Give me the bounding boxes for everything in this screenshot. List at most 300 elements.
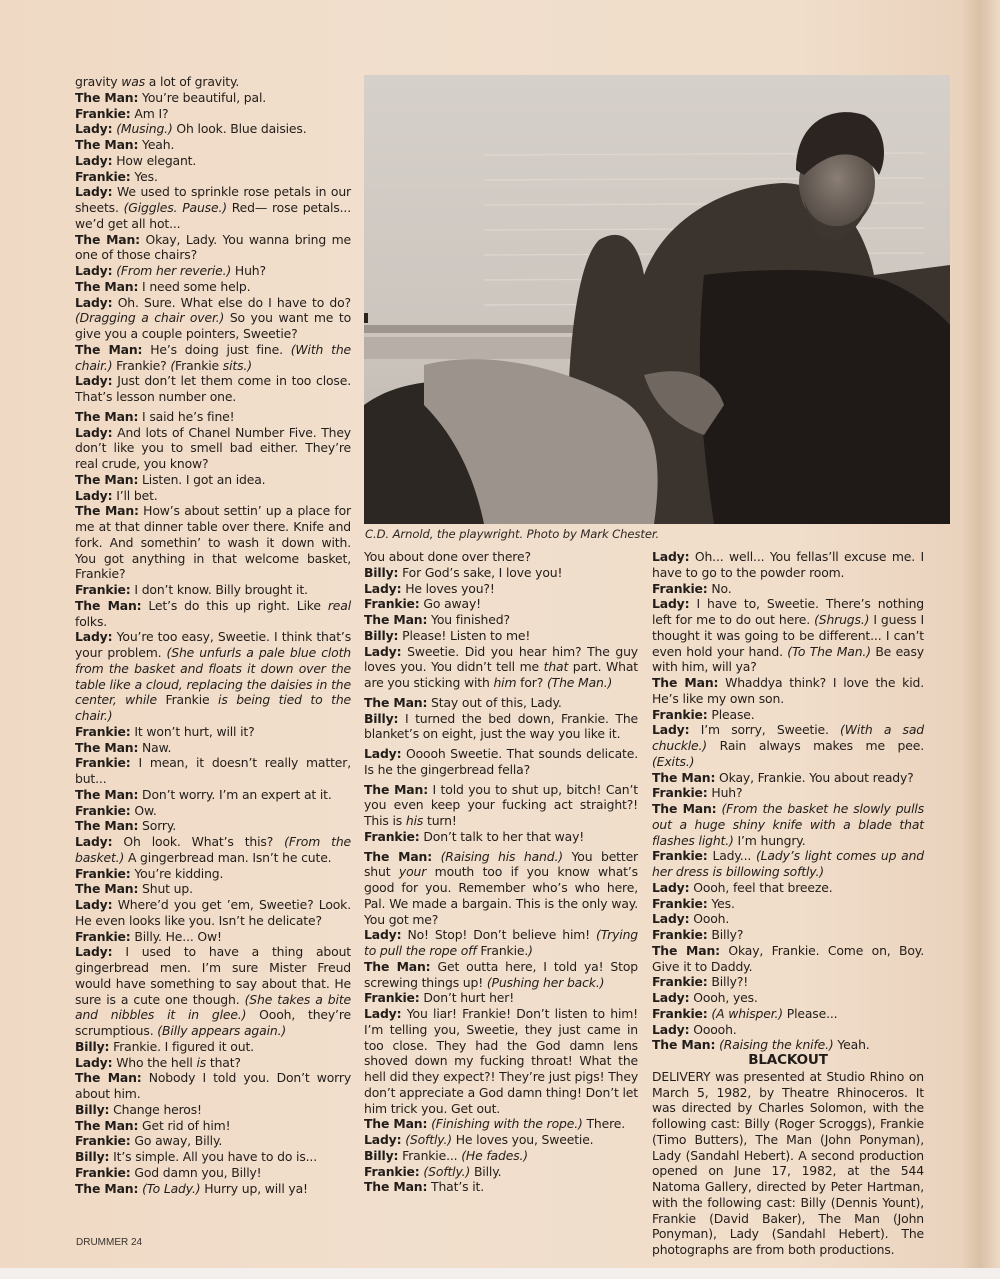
dialogue-line — [75, 90, 351, 106]
dialogue-line — [75, 755, 351, 787]
dialogue-line — [75, 74, 351, 90]
line-text: Yes. — [707, 895, 735, 911]
speaker-name: Frankie: — [364, 828, 420, 844]
stage-direction: (Softly.) — [405, 1132, 452, 1147]
dialogue-line — [652, 596, 924, 675]
line-text: I said he’s fine! — [138, 408, 235, 424]
line-text: Oh... well... You fellas’ll excuse me. I have to go to the powder room. — [652, 549, 924, 580]
dialogue-line — [75, 1133, 351, 1149]
speaker-name: Frankie: — [652, 785, 708, 801]
line-text: Red— rose petals... we’d get all hot... — [75, 200, 352, 231]
speaker-name: Billy: — [364, 1147, 399, 1163]
stage-direction: (The Man.) — [546, 675, 613, 690]
dialogue-line — [364, 711, 638, 743]
dialogue-line — [75, 582, 351, 598]
speaker-name: The Man: — [75, 231, 140, 247]
speaker-name: The Man: — [75, 137, 139, 152]
line-text: He loves you, Sweetie. — [451, 1132, 594, 1147]
dialogue-line — [364, 829, 638, 845]
speaker-name: Lady: — [75, 184, 113, 200]
line-text: I guess I thought it was going to be different... I can’t even hold your hand. — [652, 612, 924, 659]
stage-direction: (Finishing with the rope.) — [431, 1116, 583, 1132]
dialogue-line — [652, 770, 924, 786]
dialogue-line — [652, 943, 924, 975]
stage-direction: (Lady’s light comes up and her dress is billowing softly.) — [652, 848, 924, 879]
dialogue-line — [652, 1006, 924, 1022]
speaker-name: Frankie: — [364, 596, 420, 612]
speaker-name: Lady: — [75, 1054, 113, 1070]
script-column-right — [652, 549, 924, 1258]
speaker-name: Lady: — [652, 596, 690, 612]
dialogue-line — [652, 549, 924, 581]
dialogue-line — [75, 153, 351, 169]
line-text: Don’t hurt her! — [419, 990, 515, 1006]
stage-direction: (Billy appears again.) — [157, 1023, 287, 1038]
line-text: Okay, Lady. You wanna bring me one of those chairs? — [75, 231, 351, 263]
stage-direction: sits.) — [219, 357, 252, 373]
line-text: How elegant. — [112, 152, 197, 168]
line-text: I used to have a thing about gingerbread men. I’m sure Mister Freud would have something to say about that. He sure is a cute one though. — [75, 944, 351, 1007]
production-credits: DELIVERY was presented at Studio Rhino on March 5, 1982, by Theatre Rhinoceros. It was directed by Charles Solomon, with the following cast: Billy (Roger Scroggs), Frankie (Timo Butters), The Man (John Ponyman), Lady (Sandahl Hebert). A second production opened on June 17, 1982, at the 544 Natoma Gallery, directed by Peter Hartman, with the following cast: Billy (Dennis Yount), Frankie (David Baker), The Man (John Ponyman), Lady (Sandahl Hebert). The photographs are from both productions. — [652, 1068, 924, 1257]
line-text: And lots of Chanel Number Five. They don’t like you to smell bad either. They’re real crude, you know? — [75, 424, 351, 471]
stage-direction: him — [493, 675, 517, 690]
line-text: Ow. — [130, 802, 157, 818]
dialogue-line — [75, 295, 351, 342]
right-dialogue — [652, 549, 924, 1053]
stage-direction: (Exits.) — [652, 753, 695, 769]
stage-direction: real — [327, 597, 351, 613]
line-text: turn! — [423, 813, 457, 828]
speaker-name: The Man: — [364, 1179, 428, 1195]
line-text: Frankie. — [480, 943, 529, 958]
line-text: that? — [206, 1054, 241, 1070]
line-text: Billy? — [707, 927, 744, 942]
stage-direction: your — [398, 864, 427, 880]
stage-direction: (A whisper.) — [711, 1005, 783, 1021]
line-text: I don’t know. Billy brought it. — [130, 582, 308, 597]
stage-direction: ( — [170, 357, 176, 373]
dialogue-line — [364, 695, 638, 711]
stage-direction: that — [543, 659, 569, 675]
speaker-name: The Man: — [75, 341, 143, 357]
speaker-name: The Man: — [75, 739, 139, 755]
speaker-name: Frankie: — [652, 580, 708, 596]
line-text: Yes. — [130, 168, 158, 184]
dialogue-line — [75, 169, 351, 185]
blackout-heading: BLACKOUT — [748, 1052, 828, 1068]
line-text: Listen. I got an idea. — [138, 471, 266, 487]
speaker-name: Frankie: — [75, 928, 131, 944]
line-text: He loves you?! — [401, 580, 495, 596]
dialogue-line — [75, 881, 351, 897]
dialogue-line — [75, 787, 351, 803]
line-text: Ooooh. — [689, 1021, 737, 1037]
speaker-name: The Man: — [75, 278, 139, 294]
dialogue-line — [364, 746, 638, 778]
stage-direction: (To Lady.) — [142, 1180, 201, 1196]
dialogue-line — [652, 1037, 924, 1053]
dialogue-line — [364, 1116, 638, 1132]
speaker-name: Billy: — [364, 710, 399, 726]
line-text: You’re too easy, Sweetie. I think that’s your problem. — [75, 629, 351, 660]
speaker-name: Billy: — [364, 627, 399, 643]
speaker-name: Frankie: — [75, 755, 131, 771]
line-text: Be easy with him, will ya? — [652, 643, 924, 675]
dialogue-line — [364, 1164, 638, 1180]
line-text: I mean, it doesn’t really matter, but... — [75, 755, 351, 786]
line-text: No! Stop! Don’t believe him! — [401, 927, 597, 943]
dialogue-line — [75, 106, 351, 122]
speaker-name: Frankie: — [75, 582, 131, 597]
speaker-name: Lady: — [75, 487, 113, 503]
dialogue-line — [364, 565, 638, 581]
dialogue-line — [75, 944, 351, 1039]
line-text: Please... — [782, 1005, 838, 1021]
speaker-name: The Man: — [75, 503, 139, 519]
dialogue-line — [75, 1055, 351, 1071]
speaker-name: Lady: — [652, 879, 690, 895]
stage-direction: (She unfurls a pale blue cloth from the basket and floats it down over the table like a cloud, replacing the daisies in the center, while — [75, 645, 351, 708]
line-text: folks. — [75, 613, 108, 629]
line-text: Frankie... — [398, 1147, 462, 1163]
dialogue-line — [652, 785, 924, 801]
page-folio: DRUMMER 24 — [76, 1237, 143, 1248]
stage-direction: (Giggles. Pause.) — [123, 200, 227, 215]
line-text: Yeah. — [138, 137, 175, 152]
dialogue-line — [364, 644, 638, 691]
speaker-name: The Man: — [364, 781, 428, 797]
dialogue-line — [652, 801, 924, 848]
line-text: There. — [582, 1116, 626, 1132]
line-text: Oh. Sure. What else do I have to do? — [112, 294, 351, 310]
stage-direction: (Raising his hand.) — [440, 848, 563, 864]
line-text: Please. — [707, 706, 755, 722]
dialogue-line — [75, 425, 351, 472]
dialogue-line — [652, 911, 924, 927]
line-text: Hurry up, will ya! — [200, 1180, 308, 1196]
speaker-name: Lady: — [652, 1021, 690, 1037]
stage-direction: (From the basket.) — [75, 834, 351, 865]
line-text: Rain always makes me pee. — [707, 738, 924, 753]
stage-direction: (From her reverie.) — [116, 263, 232, 278]
line-text: Oh look. Blue daisies. — [172, 121, 307, 137]
script-column-middle — [364, 549, 638, 1195]
line-text: Where’d you get ’em, Sweetie? Look. He even looks like you. Isn’t he delicate? — [75, 897, 351, 928]
line-text: Ooooh Sweetie. That sounds delicate. Is he the gingerbread fella? — [364, 746, 638, 777]
stage-direction: is — [196, 1054, 207, 1070]
stage-direction: ) — [528, 943, 533, 958]
dialogue-line — [75, 834, 351, 866]
line-text: No. — [707, 580, 732, 596]
speaker-name: Frankie: — [652, 927, 708, 942]
line-text: Oooh, yes. — [689, 990, 758, 1005]
dialogue-line — [652, 722, 924, 769]
speaker-name: The Man: — [75, 786, 139, 802]
line-text: part. What are you sticking with — [364, 659, 638, 690]
speaker-name: The Man: — [364, 958, 431, 974]
speaker-name: The Man: — [75, 881, 139, 897]
line-text: Don’t talk to her that way! — [419, 828, 585, 844]
line-text: Stay out of this, Lady. — [427, 694, 562, 710]
line-text: How’s about settin’ up a place for me at that dinner table over there. Knife and fork. And somethin’ to wash it down with. You got anything in that welcome basket, Frankie? — [75, 503, 351, 582]
speaker-name: Lady: — [75, 834, 113, 849]
speaker-name: The Man: — [364, 1116, 428, 1132]
line-text: Okay, Frankie. Come on, Boy. Give it to Daddy. — [652, 942, 925, 974]
speaker-name: Frankie: — [75, 865, 131, 881]
line-text: Just don’t let them come in too close. That’s lesson number one. — [75, 373, 351, 404]
line-text: I need some help. — [138, 278, 251, 294]
dialogue-line — [75, 472, 351, 488]
speaker-name: The Man: — [75, 818, 139, 834]
dialogue-line — [364, 927, 638, 959]
line-text: Get rid of him! — [138, 1117, 231, 1133]
speaker-name: Lady: — [75, 294, 113, 310]
dialogue-line — [75, 740, 351, 756]
speaker-name: The Man: — [652, 942, 720, 958]
emphasis: was — [121, 74, 145, 89]
dialogue-line — [75, 1118, 351, 1134]
dialogue-line — [75, 121, 351, 137]
speaker-name: Lady: — [75, 152, 113, 168]
speaker-name: Frankie: — [75, 1164, 131, 1180]
dialogue-line — [364, 959, 638, 991]
dialogue-line — [364, 549, 638, 565]
playwright-photo — [364, 75, 950, 524]
stage-direction: (Pushing her back.) — [486, 974, 605, 990]
speaker-name: The Man: — [364, 694, 428, 710]
speaker-name: Frankie: — [75, 1133, 131, 1149]
line-text: It won’t hurt, will it? — [130, 723, 255, 739]
line-text: Go away, Billy. — [130, 1133, 223, 1149]
dialogue-line — [75, 818, 351, 834]
dialogue-line — [75, 1165, 351, 1181]
dialogue-line — [364, 782, 638, 829]
dialogue-line — [75, 279, 351, 295]
speaker-name: The Man: — [652, 675, 719, 690]
dialogue-line — [364, 628, 638, 644]
speaker-name: The Man: — [364, 612, 428, 627]
dialogue-line — [364, 581, 638, 597]
line-text: You’re beautiful, pal. — [138, 89, 267, 105]
stage-direction: (With a sad chuckle.) — [652, 722, 924, 753]
line-text: I turned the bed down, Frankie. The blanket’s on eight, just the way you like it. — [364, 710, 638, 742]
dialogue-line — [75, 342, 351, 374]
speaker-name: Frankie: — [652, 848, 708, 864]
line-text: Don’t worry. I’m an expert at it. — [138, 786, 332, 802]
speaker-name: The Man: — [75, 1070, 142, 1086]
dialogue-line — [75, 409, 351, 425]
speaker-name: Frankie: — [364, 990, 420, 1006]
speaker-name: The Man: — [75, 471, 139, 487]
speaker-name: The Man: — [75, 1117, 139, 1133]
speaker-name: The Man: — [652, 801, 717, 816]
dialogue-line — [364, 1148, 638, 1164]
line-text: A gingerbread man. Isn’t he cute. — [124, 849, 332, 865]
speaker-name: Frankie: — [652, 974, 708, 990]
speaker-name: Lady: — [75, 629, 113, 645]
dialogue-line — [75, 866, 351, 882]
line-text: I told you to shut up, bitch! Can’t you even keep your fucking act straight?! This is — [364, 781, 638, 828]
speaker-name: The Man: — [75, 1180, 139, 1196]
speaker-name: Frankie: — [75, 105, 131, 121]
speaker-name: Lady: — [364, 1132, 402, 1147]
speaker-name: Frankie: — [364, 1163, 420, 1179]
dialogue-line — [75, 263, 351, 279]
line-text: Frankie — [165, 692, 210, 708]
line-text: We used to sprinkle rose petals in our sheets. — [75, 184, 351, 215]
dialogue-line — [75, 1149, 351, 1165]
speaker-name: Lady: — [364, 746, 402, 761]
line-text: It’s simple. All you have to do is... — [109, 1149, 318, 1164]
line-text: Frankie? — [112, 357, 171, 373]
dialogue-line — [652, 581, 924, 597]
dialogue-line — [364, 990, 638, 1006]
dialogue-line — [364, 612, 638, 628]
line-text: Yeah. — [833, 1037, 870, 1053]
stage-direction: (He fades.) — [461, 1147, 528, 1163]
speaker-name: Billy: — [364, 564, 399, 580]
line-text: Sorry. — [138, 818, 177, 834]
dialogue-line — [364, 1179, 638, 1195]
line-text: I’ll bet. — [112, 487, 158, 503]
line-text: Naw. — [138, 739, 172, 755]
speaker-name: Lady: — [75, 944, 113, 960]
stage-direction: (She takes a bite and nibbles it in glee.) — [75, 991, 351, 1023]
speaker-name: Lady: — [364, 1006, 402, 1021]
line-text: mouth too if you know what’s good for you. Remember who’s who here, Pal. We made a bargain. This is the only way. You got me? — [364, 864, 638, 927]
dialogue-line — [75, 1102, 351, 1118]
dialogue-line — [364, 849, 638, 928]
line-text: He’s doing just fine. — [142, 341, 291, 357]
stage-direction: (Musing.) — [116, 121, 173, 137]
speaker-name: Lady: — [652, 549, 690, 564]
dialogue-line — [75, 929, 351, 945]
line-text: Who the hell — [112, 1054, 197, 1070]
line-text: I’m sorry, Sweetie. — [689, 722, 841, 738]
line-text: Shut up. — [138, 881, 193, 897]
line-text: Frankie — [175, 357, 220, 373]
line-text: Nobody I told you. Don’t worry about him. — [75, 1070, 352, 1101]
dialogue-line — [75, 1181, 351, 1197]
speaker-name: Frankie: — [652, 706, 708, 722]
speaker-name: The Man: — [652, 769, 716, 785]
speaker-name: Lady: — [75, 897, 113, 912]
dialogue-line — [652, 848, 924, 880]
speaker-name: Lady: — [364, 643, 402, 659]
line-text: Sweetie. Did you hear him? The guy loves you. You didn’t tell me — [364, 643, 638, 675]
speaker-name: Lady: — [364, 580, 402, 596]
line-text — [432, 849, 441, 864]
dialogue-line — [75, 724, 351, 740]
line-text: Oooh. — [689, 911, 730, 927]
line-text: So you want me to give you a couple pointers, Sweetie? — [75, 310, 352, 341]
line-text: Am I? — [130, 105, 169, 121]
line-text: Oh look. What’s this? — [112, 834, 285, 849]
speaker-name: Frankie: — [75, 802, 131, 818]
dialogue-line — [75, 598, 351, 630]
speaker-name: Lady: — [75, 424, 113, 440]
photo-image — [364, 75, 950, 524]
scan-edge — [0, 1268, 1000, 1279]
dialogue-line — [75, 232, 351, 264]
line-text: Go away! — [419, 596, 481, 612]
dialogue-line — [652, 896, 924, 912]
dialogue-line — [652, 927, 924, 943]
line-text: Huh? — [707, 785, 743, 801]
dialogue-line — [652, 707, 924, 723]
stage-direction: is being tied to the chair.) — [75, 692, 352, 723]
line-text: You better shut — [364, 848, 638, 880]
stage-direction: (Shrugs.) — [814, 612, 870, 627]
speaker-name: Frankie: — [652, 1005, 708, 1021]
stage-direction: (Softly.) — [423, 1163, 471, 1179]
dialogue-line — [75, 503, 351, 582]
speaker-name: Frankie: — [75, 168, 131, 184]
dialogue-line — [364, 1132, 638, 1148]
speaker-name: The Man: — [75, 408, 139, 424]
line-text: gravity — [75, 74, 122, 89]
line-text: That’s it. — [427, 1179, 484, 1195]
dialogue-line — [75, 373, 351, 405]
photo-caption: C.D. Arnold, the playwright. Photo by Mark Chester. — [365, 527, 660, 541]
speaker-name: The Man: — [364, 848, 433, 864]
line-text: Billy?! — [707, 974, 749, 990]
dialogue-line — [652, 990, 924, 1006]
speaker-name: Frankie: — [75, 723, 131, 739]
line-text: God damn you, Billy! — [130, 1164, 262, 1180]
speaker-name: Billy: — [75, 1101, 110, 1117]
line-text: for? — [516, 675, 547, 690]
line-text: Oooh, they’re scrumptious. — [75, 1007, 351, 1038]
speaker-name: The Man: — [75, 597, 142, 613]
dialogue-line — [364, 1006, 638, 1116]
line-text: Let’s do this up right. Like — [141, 597, 328, 613]
line-text: Whaddya think? I love the kid. He’s like my own son. — [652, 675, 924, 706]
dialogue-line — [75, 1070, 351, 1102]
line-text: I’m hungry. — [733, 832, 806, 848]
stage-direction: his — [405, 813, 424, 828]
dialogue-line — [75, 137, 351, 153]
dialogue-line — [652, 880, 924, 896]
line-text: Billy. — [470, 1163, 502, 1179]
speaker-name: Billy: — [75, 1038, 110, 1054]
speaker-name: Lady: — [75, 263, 113, 278]
speaker-name: Frankie: — [652, 895, 708, 911]
speaker-name: The Man: — [652, 1037, 716, 1053]
script-column-left — [75, 74, 351, 1196]
line-text: Frankie. I figured it out. — [109, 1038, 254, 1054]
line-text: Change heros! — [109, 1101, 202, 1117]
speaker-name: Lady: — [652, 990, 690, 1005]
dialogue-line — [652, 1022, 924, 1038]
dialogue-line — [364, 596, 638, 612]
speaker-name: Lady: — [75, 121, 113, 137]
speaker-name: Billy: — [75, 1149, 110, 1164]
line-text: You’re kidding. — [130, 865, 224, 881]
line-text: a lot of gravity. — [145, 74, 240, 89]
speaker-name: Lady: — [75, 373, 113, 389]
line-text: Billy. He... Ow! — [130, 928, 222, 944]
line-text: Oooh, feel that breeze. — [689, 879, 833, 895]
line-text: You liar! Frankie! Don’t listen to him! I’m telling you, Sweetie, they just came in too close. They had the God damn lens shoved down my fucking throat! What the hell did they expect?! They’re just pigs! They don’t appreciate a God damn thing! Don’t let him trick you. Get out. — [364, 1006, 638, 1116]
line-text: For God’s sake, I love you! — [398, 564, 563, 580]
line-text: You finished? — [427, 612, 510, 627]
dialogue-line — [75, 184, 351, 231]
stage-direction: (To The Man.) — [787, 643, 871, 659]
line-text: Okay, Frankie. You about ready? — [715, 769, 914, 785]
stage-direction: (Trying to pull the rope off — [364, 927, 638, 958]
line-text: Get outta here, I told ya! Stop screwing things up! — [364, 958, 639, 990]
